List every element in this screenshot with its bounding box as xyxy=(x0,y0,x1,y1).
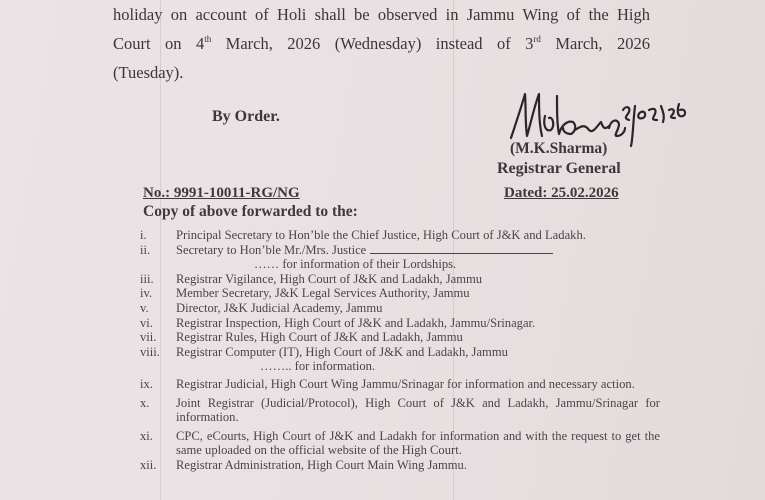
body-paragraph xyxy=(113,0,650,87)
list-item-text: CPC, eCourts, High Court of J&K and Ladakh for information and with the request to get the same uploaded on the official website of the High Court. xyxy=(176,428,660,458)
list-item-number: vi. xyxy=(140,315,153,330)
list-item-number: ix. xyxy=(140,376,153,391)
list-item-number: vii. xyxy=(140,330,157,345)
list-item-text: Registrar Vigilance, High Court of J&K and Ladakh, Jammu xyxy=(176,271,483,286)
list-item-number: ii. xyxy=(140,242,151,257)
list-item-text: Registrar Judicial, High Court Wing Jammu/Srinagar for information and necessary action. xyxy=(176,376,635,391)
list-item-number: iv. xyxy=(140,286,153,301)
list-item-text: Member Secretary, J&K Legal Services Authority, Jammu xyxy=(176,286,470,301)
list-item-text: Principal Secretary to Hon’ble the Chief Justice, High Court of J&K and Ladakh. xyxy=(176,228,586,242)
list-item xyxy=(140,316,660,331)
list-item xyxy=(140,272,660,287)
list-item-number: i. xyxy=(140,228,147,242)
list-item xyxy=(140,301,660,316)
by-order-label: By Order. xyxy=(212,108,280,125)
list-item-text: Registrar Administration, High Court Main Wing Jammu. xyxy=(176,457,467,472)
recipient-list xyxy=(140,228,660,473)
copy-forwarded-heading: Copy of above forwarded to the: xyxy=(143,203,358,220)
signatory-title: Registrar General xyxy=(497,160,621,177)
list-item xyxy=(140,243,660,258)
list-item-text: Secretary to Hon’ble Mr./Mrs. Justice xyxy=(176,242,367,257)
list-item-number: iii. xyxy=(140,271,154,286)
blank-fill-line xyxy=(370,243,553,254)
body-line: holiday on account of Holi shall be observed in Jammu Wing of the High xyxy=(113,5,650,24)
list-item-text: Registrar Rules, High Court of J&K and Ladakh, Jammu xyxy=(176,330,463,345)
note-lordships: …… for information of their Lordships. xyxy=(254,257,457,272)
body-line: (Tuesday). xyxy=(113,63,184,82)
handwritten-signature-icon xyxy=(505,86,690,148)
list-item-text: Director, J&K Judicial Academy, Jammu xyxy=(176,300,383,315)
dated-label: Dated: 25.02.2026 xyxy=(504,185,619,201)
list-item-number: x. xyxy=(140,395,150,410)
list-item xyxy=(140,345,660,360)
list-item-number: viii. xyxy=(140,344,160,359)
list-item xyxy=(140,228,660,243)
list-item-number: xii. xyxy=(140,457,157,472)
list-item xyxy=(140,396,660,425)
list-item xyxy=(140,377,660,392)
list-item-text: Joint Registrar (Judicial/Protocol), High Court of J&K and Ladakh, Jammu/Srinagar for information. xyxy=(176,395,660,425)
signatory-name: (M.K.Sharma) xyxy=(510,140,608,157)
reference-number: No.: 9991-10011-RG/NG xyxy=(143,185,300,201)
body-line: Court on 4th March, 2026 (Wednesday) instead of 3rd March, 2026 xyxy=(113,34,650,53)
list-item-text: Registrar Computer (IT), High Court of J&K and Ladakh, Jammu xyxy=(176,344,508,359)
list-item-number: xi. xyxy=(140,428,153,443)
list-item xyxy=(140,286,660,301)
list-item xyxy=(140,429,660,458)
list-item-text: Registrar Inspection, High Court of J&K and Ladakh, Jammu/Srinagar. xyxy=(176,315,536,330)
note-information: …….. for information. xyxy=(260,359,376,374)
list-item xyxy=(140,458,660,473)
list-item-number: v. xyxy=(140,300,149,315)
list-item xyxy=(140,330,660,345)
